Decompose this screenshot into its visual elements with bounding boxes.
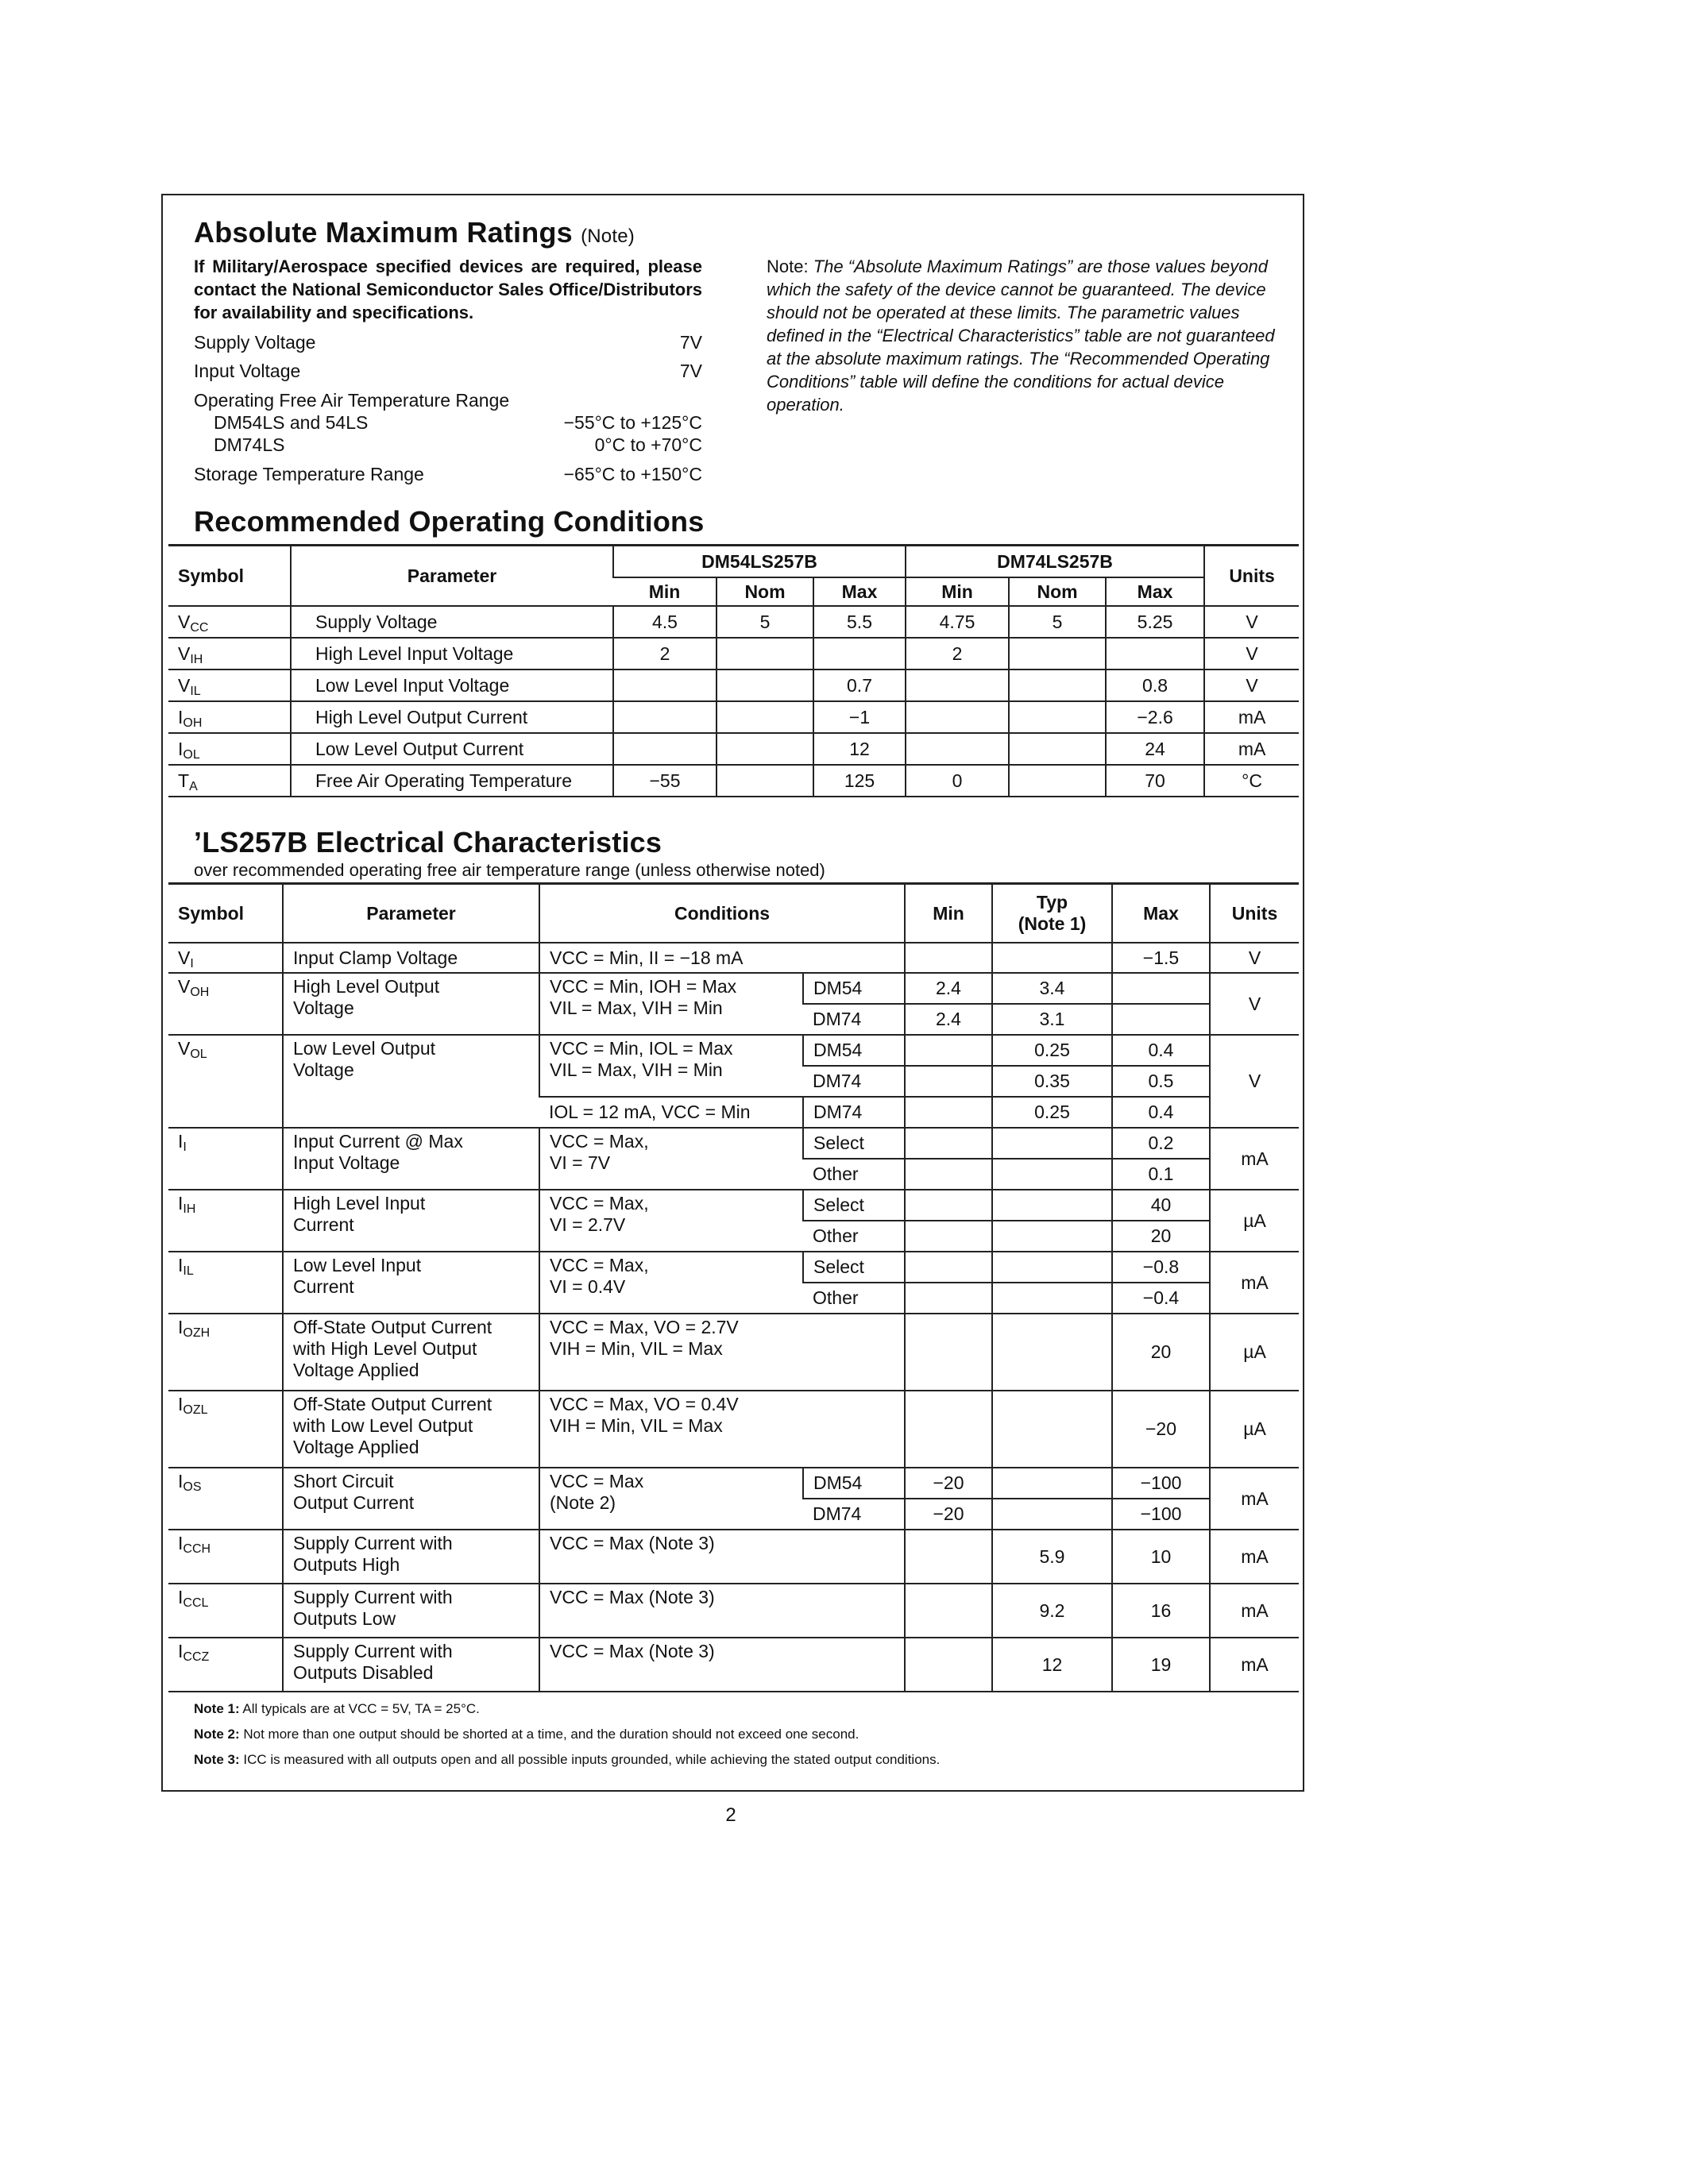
ec-typ [992,1221,1112,1252]
roc-value: 4.75 [906,606,1009,638]
ec-symbol: $I_{CCZ}$ [168,1638,283,1692]
ec-max: 16 [1112,1584,1210,1638]
ec-device: Select [803,1128,905,1159]
ec-row-iccz [168,1638,1299,1692]
ec-max: 0.5 [1112,1066,1210,1097]
roc-symbol: $I_{OL}$ [168,733,291,765]
ec-h-parameter: Parameter [283,884,539,943]
ec-unit: µA [1210,1190,1299,1252]
roc-unit: V [1204,638,1299,669]
ec-parameter: High Level Input Current [283,1190,539,1252]
amr-input-row: Input Voltage 7V [194,361,702,381]
ec-row-vol [168,1035,1299,1066]
ec-row-vi [168,943,1299,973]
ec-min [905,1097,992,1128]
ec-condition: IOL = 12 mA, VCC = Min [539,1097,803,1128]
roc-value [1009,733,1106,765]
ec-condition: VCC = Max (Note 3) [539,1584,905,1638]
roc-h-max: Max [1106,577,1204,606]
ec-typ [992,1190,1112,1221]
ec-unit: mA [1210,1252,1299,1314]
roc-value: 5 [717,606,813,638]
ec-typ: 0.25 [992,1035,1112,1066]
ec-parameter: Supply Current with Outputs Disabled [283,1638,539,1692]
ec-row-iccl [168,1584,1299,1638]
roc-value: 4.5 [613,606,717,638]
ec-device: Other [803,1221,905,1252]
roc-symbol: $V_{CC}$ [168,606,291,638]
ec-min [905,1035,992,1066]
ec-condition: VCC = Max (Note 3) [539,1530,905,1584]
page-number: 2 [725,1804,736,1826]
ec-row-iil [168,1252,1299,1283]
roc-value [1009,701,1106,733]
ec-title: ’LS257B Electrical Characteristics [194,826,662,859]
ec-h-typ: Typ (Note 1) [992,884,1112,943]
roc-unit: °C [1204,765,1299,797]
roc-symbol: $T_A$ [168,765,291,797]
ec-row-ii [168,1128,1299,1159]
ec-parameter: Off-State Output Current with High Level Output Voltage Applied [283,1314,539,1391]
ec-typ [992,1314,1112,1391]
ec-row-iozl [168,1391,1299,1468]
roc-parameter: High Level Output Current [291,701,613,733]
roc-h-dm54: DM54LS257B [613,546,906,578]
roc-value: 70 [1106,765,1204,797]
roc-value [717,669,813,701]
roc-value: 0.7 [813,669,906,701]
roc-h-nom: Nom [1009,577,1106,606]
ec-max: −1.5 [1112,943,1210,973]
ec-condition: VCC = Max, VI = 0.4V [539,1252,803,1314]
ec-condition: VCC = Max, VO = 2.7V VIH = Min, VIL = Max [539,1314,905,1391]
roc-h-min: Min [613,577,717,606]
roc-value: 5.5 [813,606,906,638]
roc-symbol: $V_{IL}$ [168,669,291,701]
ec-parameter: Supply Current with Outputs Low [283,1584,539,1638]
ec-max: −0.4 [1112,1283,1210,1314]
ec-typ: 0.25 [992,1097,1112,1128]
roc-parameter: High Level Input Voltage [291,638,613,669]
roc-value [906,733,1009,765]
ec-typ [992,1128,1112,1159]
ec-condition: VCC = Max (Note 2) [539,1468,803,1530]
ec-device: Select [803,1252,905,1283]
ec-condition: VCC = Min, IOH = Max VIL = Max, VIH = Min [539,973,803,1035]
ec-min [905,1638,992,1692]
roc-value [1009,765,1106,797]
ec-max: 0.1 [1112,1159,1210,1190]
roc-parameter: Supply Voltage [291,606,613,638]
ec-device: Other [803,1283,905,1314]
roc-parameter: Free Air Operating Temperature [291,765,613,797]
ec-parameter: Low Level Input Current [283,1252,539,1314]
ec-h-max: Max [1112,884,1210,943]
ec-symbol: $V_{OH}$ [168,973,283,1035]
roc-value [1009,669,1106,701]
roc-symbol: $I_{OH}$ [168,701,291,733]
ec-symbol: $I_{OZH}$ [168,1314,283,1391]
ec-row-ios [168,1468,1299,1499]
roc-value [1106,638,1204,669]
roc-h-min: Min [906,577,1009,606]
ec-parameter: Short Circuit Output Current [283,1468,539,1530]
ec-typ [992,1391,1112,1468]
ec-max: 19 [1112,1638,1210,1692]
roc-value: 0 [906,765,1009,797]
roc-value: 125 [813,765,906,797]
ec-row-voh [168,973,1299,1004]
ec-unit: mA [1210,1584,1299,1638]
ec-condition: VCC = Max, VI = 2.7V [539,1190,803,1252]
military-notice: If Military/Aerospace specified devices are required, please contact the National Semiconductor Sales Office/Distributors for availability and specifications. [194,257,702,322]
ec-min [905,1066,992,1097]
ec-unit: mA [1210,1128,1299,1190]
ec-min: −20 [905,1468,992,1499]
ec-max [1112,973,1210,1004]
roc-value [613,733,717,765]
ec-h-symbol: Symbol [168,884,283,943]
ec-device: DM74 [803,1097,905,1128]
roc-value: 5.25 [1106,606,1204,638]
ec-min [905,1584,992,1638]
ec-min [905,943,992,973]
ec-device: DM74 [803,1499,905,1530]
ec-unit: V [1210,973,1299,1035]
roc-value [717,638,813,669]
roc-table [168,544,1299,797]
ec-h-min: Min [905,884,992,943]
ec-max: −100 [1112,1499,1210,1530]
ec-device: Other [803,1159,905,1190]
roc-value [613,669,717,701]
ec-row-iih [168,1190,1299,1221]
roc-h-parameter: Parameter [291,546,613,607]
ec-min: 2.4 [905,1004,992,1035]
roc-value [717,733,813,765]
ec-device: DM54 [803,973,905,1004]
ec-unit: mA [1210,1468,1299,1530]
ec-max: 20 [1112,1314,1210,1391]
ec-typ [992,943,1112,973]
abs-max-note: Note: The “Absolute Maximum Ratings” are those values beyond which the safety of the device cannot be guaranteed. The device should not be operated at these limits. The parametric values defined in the “Electrical Characteristics” table are not guaranteed at the absolute maximum ratings. The “Recommended Operating Conditions” table will define the conditions for actual device operation. [767,257,1275,415]
ec-max: −20 [1112,1391,1210,1468]
ec-table [168,882,1299,1692]
ec-h-conditions: Conditions [539,884,905,943]
ec-max: 40 [1112,1190,1210,1221]
ec-typ [992,1499,1112,1530]
roc-parameter: Low Level Output Current [291,733,613,765]
ec-parameter: Input Clamp Voltage [283,943,539,973]
abs-max-title: Absolute Maximum Ratings (Note) [194,216,635,249]
ec-min [905,1283,992,1314]
amr-storage-row: Storage Temperature Range −65°C to +150°C [194,464,702,484]
roc-value [906,669,1009,701]
ec-min [905,1391,992,1468]
ec-typ: 12 [992,1638,1112,1692]
ec-symbol: $V_I$ [168,943,283,973]
ec-device: DM54 [803,1468,905,1499]
ec-symbol: $I_{OS}$ [168,1468,283,1530]
ec-symbol: $V_{OL}$ [168,1035,283,1128]
ec-condition: VCC = Max, VI = 7V [539,1128,803,1190]
amr-temp-label: Operating Free Air Temperature Range [194,390,510,411]
ec-parameter: Off-State Output Current with Low Level Output Voltage Applied [283,1391,539,1468]
ec-unit: µA [1210,1391,1299,1468]
ec-condition: VCC = Min, IOL = Max VIL = Max, VIH = Min [539,1035,803,1097]
ec-parameter: High Level Output Voltage [283,973,539,1035]
ec-row-icch [168,1530,1299,1584]
roc-h-nom: Nom [717,577,813,606]
ec-max: 10 [1112,1530,1210,1584]
roc-unit: V [1204,669,1299,701]
ec-unit: mA [1210,1638,1299,1692]
ec-device: Select [803,1190,905,1221]
ec-min [905,1252,992,1283]
ec-typ [992,1159,1112,1190]
ec-typ: 9.2 [992,1584,1112,1638]
ec-typ: 0.35 [992,1066,1112,1097]
ec-condition: VCC = Max, VO = 0.4V VIH = Min, VIL = Max [539,1391,905,1468]
roc-value: 0.8 [1106,669,1204,701]
roc-value [717,701,813,733]
roc-h-max: Max [813,577,906,606]
roc-row [168,701,1299,733]
note-3: Note 3: ICC is measured with all outputs open and all possible inputs grounded, while achieving the stated output conditions. [194,1752,941,1767]
ec-min [905,1314,992,1391]
ec-max: −100 [1112,1468,1210,1499]
roc-value: −1 [813,701,906,733]
roc-value: −2.6 [1106,701,1204,733]
roc-h-units: Units [1204,546,1299,607]
roc-title: Recommended Operating Conditions [194,505,705,538]
ec-min [905,1190,992,1221]
ec-min [905,1530,992,1584]
ec-symbol: $I_{CCH}$ [168,1530,283,1584]
roc-value [813,638,906,669]
roc-symbol: $V_{IH}$ [168,638,291,669]
ec-max: 0.2 [1112,1128,1210,1159]
ec-row-iozh [168,1314,1299,1391]
ec-min: 2.4 [905,973,992,1004]
ec-min [905,1128,992,1159]
roc-row [168,669,1299,701]
roc-parameter: Low Level Input Voltage [291,669,613,701]
roc-value: 12 [813,733,906,765]
ec-unit: V [1210,943,1299,973]
roc-value: 2 [906,638,1009,669]
ec-device: DM74 [803,1066,905,1097]
amr-supply-row: Supply Voltage 7V [194,332,702,353]
amr-dm54-row: DM54LS and 54LS −55°C to +125°C [214,412,702,433]
roc-value [906,701,1009,733]
roc-row [168,606,1299,638]
roc-h-symbol: Symbol [168,546,291,607]
roc-value [717,765,813,797]
ec-symbol: $I_{IL}$ [168,1252,283,1314]
roc-value [613,701,717,733]
ec-max: −0.8 [1112,1252,1210,1283]
ec-parameter: Supply Current with Outputs High [283,1530,539,1584]
ec-max: 0.4 [1112,1035,1210,1066]
ec-min [905,1159,992,1190]
ec-subtitle: over recommended operating free air temperature range (unless otherwise noted) [194,860,825,880]
roc-value: 2 [613,638,717,669]
amr-dm74-row: DM74LS 0°C to +70°C [214,434,702,455]
roc-value [1009,638,1106,669]
ec-max: 0.4 [1112,1097,1210,1128]
note-1: Note 1: All typicals are at VCC = 5V, TA = 25°C. [194,1701,480,1716]
ec-typ: 3.4 [992,973,1112,1004]
ec-symbol: $I_{OZL}$ [168,1391,283,1468]
roc-unit: mA [1204,733,1299,765]
roc-value: 24 [1106,733,1204,765]
ec-device: DM54 [803,1035,905,1066]
ec-typ: 5.9 [992,1530,1112,1584]
ec-condition: VCC = Min, II = −18 mA [539,943,905,973]
roc-row [168,638,1299,669]
ec-typ [992,1283,1112,1314]
ec-unit: V [1210,1035,1299,1128]
ec-max: 20 [1112,1221,1210,1252]
note-2: Note 2: Not more than one output should be shorted at a time, and the duration should not exceed one second. [194,1727,859,1742]
ec-device: DM74 [803,1004,905,1035]
ec-symbol: $I_{CCL}$ [168,1584,283,1638]
ec-min [905,1221,992,1252]
ec-typ: 3.1 [992,1004,1112,1035]
ec-unit: mA [1210,1530,1299,1584]
ec-symbol: $I_{IH}$ [168,1190,283,1252]
ec-min: −20 [905,1499,992,1530]
roc-value: 5 [1009,606,1106,638]
ec-h-units: Units [1210,884,1299,943]
ec-typ [992,1252,1112,1283]
roc-unit: mA [1204,701,1299,733]
ec-typ [992,1468,1112,1499]
ec-unit: µA [1210,1314,1299,1391]
roc-unit: V [1204,606,1299,638]
ec-parameter: Low Level Output Voltage [283,1035,539,1128]
ec-symbol: $I_I$ [168,1128,283,1190]
roc-row [168,733,1299,765]
ec-parameter: Input Current @ Max Input Voltage [283,1128,539,1190]
roc-row [168,765,1299,797]
roc-value: −55 [613,765,717,797]
ec-condition: VCC = Max (Note 3) [539,1638,905,1692]
ec-max [1112,1004,1210,1035]
roc-h-dm74: DM74LS257B [906,546,1204,578]
